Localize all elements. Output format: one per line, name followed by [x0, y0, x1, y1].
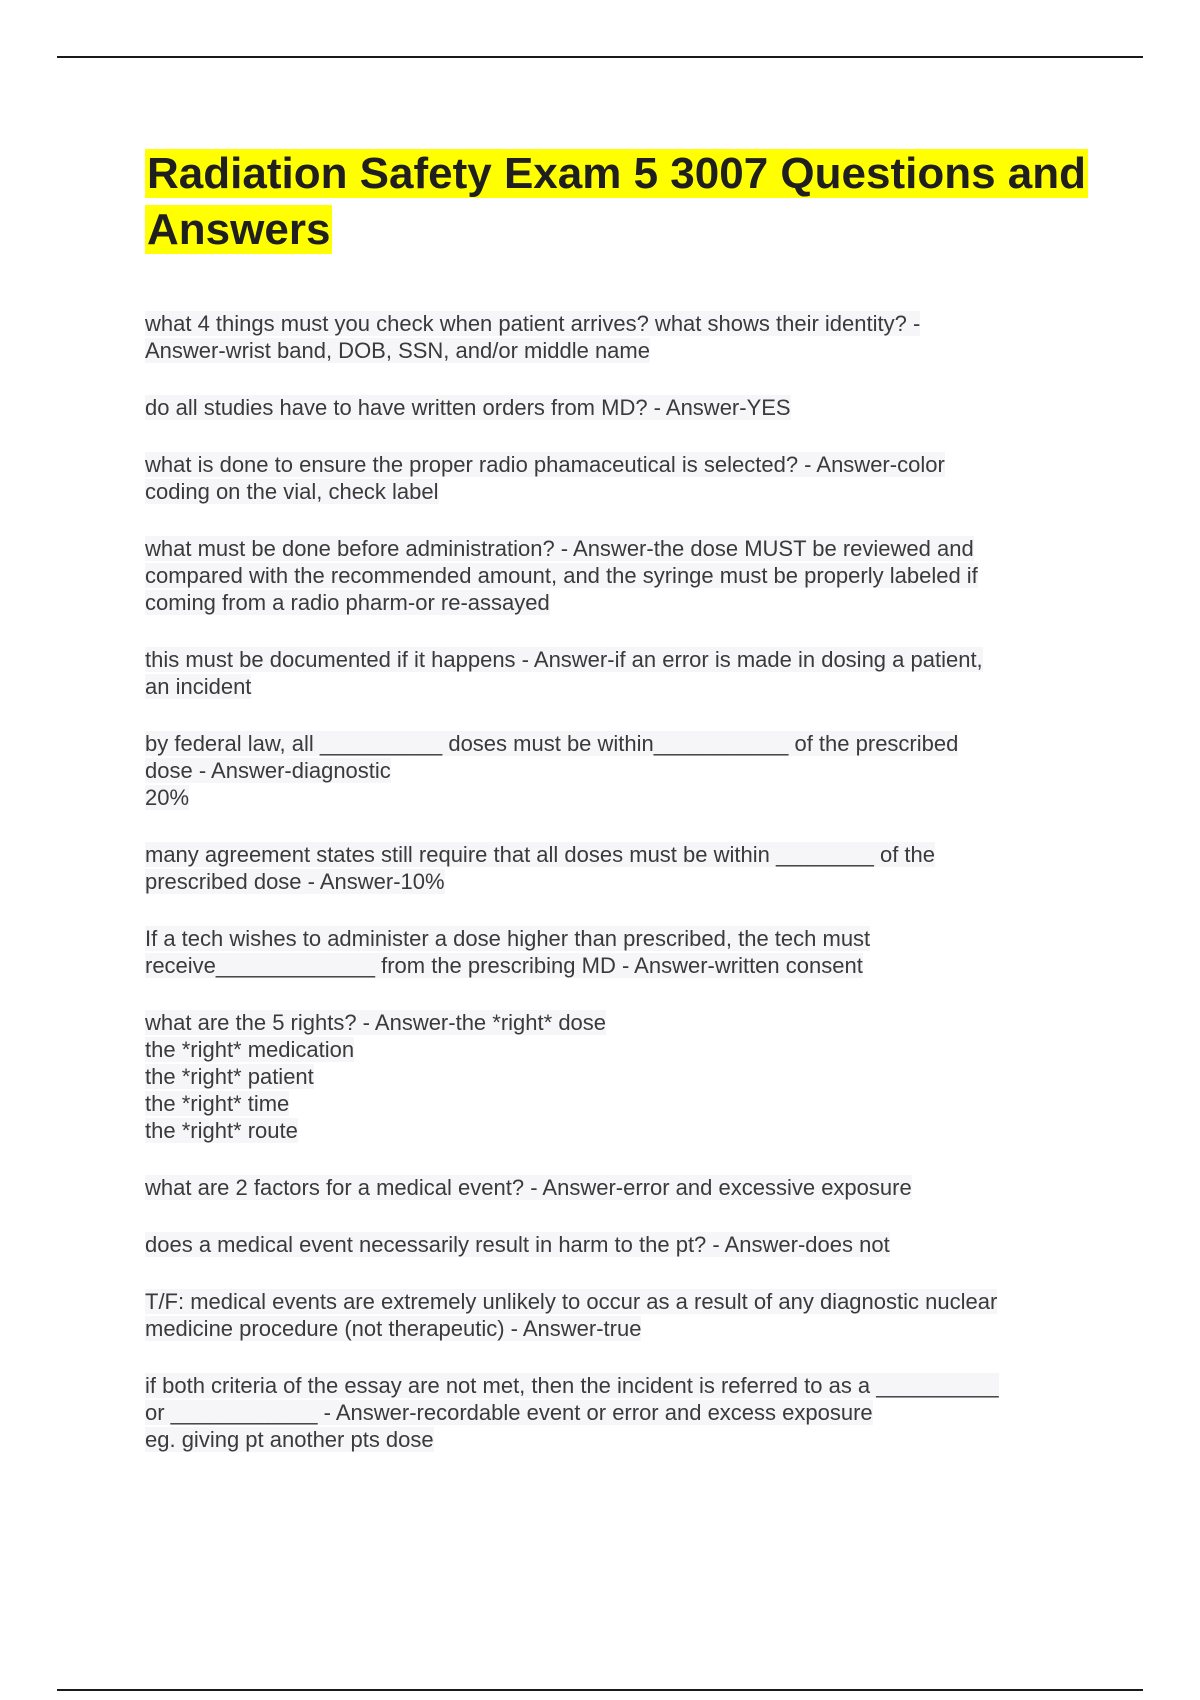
qa-item: [145, 1288, 1090, 1342]
qa-item: [145, 1231, 1090, 1258]
document-title-text: Radiation Safety Exam 5 3007 Questions and Answers: [147, 149, 1086, 254]
qa-item: [145, 535, 1090, 616]
qa-item: [145, 925, 1090, 979]
bottom-rule: [57, 1689, 1143, 1691]
qa-item-text: T/F: medical events are extremely unlikely to occur as a result of any diagnostic nuclear medicine procedure (not therapeutic) - Answer-true: [145, 1289, 998, 1341]
top-rule: [57, 56, 1143, 58]
qa-list: [145, 310, 1090, 1453]
qa-item: [145, 451, 1090, 505]
qa-item-text: this must be documented if it happens - Answer-if an error is made in dosing a patient, an incident: [145, 647, 983, 699]
qa-item-text: do all studies have to have written orders from MD? - Answer-YES: [145, 395, 791, 420]
qa-item: [145, 310, 1090, 364]
qa-item-text: by federal law, all __________ doses must be within___________ of the prescribed dose - Answer-diagnostic 20%: [145, 731, 959, 810]
qa-item-text: what must be done before administration? - Answer-the dose MUST be reviewed and compared with the recommended amount, and the syringe must be properly labeled if coming from a radio pharm-or re-assayed: [145, 536, 978, 615]
qa-item: [145, 730, 1090, 811]
qa-item: [145, 841, 1090, 895]
qa-item-text: if both criteria of the essay are not met, then the incident is referred to as a __________ or ____________ - Answer-recordable event or error and excess exposure eg. giving pt another pts dose: [145, 1373, 999, 1452]
qa-item-text: what is done to ensure the proper radio phamaceutical is selected? - Answer-color coding on the vial, check label: [145, 452, 945, 504]
qa-item-text: many agreement states still require that all doses must be within ________ of the prescribed dose - Answer-10%: [145, 842, 936, 894]
qa-item: [145, 1372, 1090, 1453]
qa-item-text: does a medical event necessarily result in harm to the pt? - Answer-does not: [145, 1232, 890, 1257]
qa-item-text: what 4 things must you check when patient arrives? what shows their identity? - Answer-wrist band, DOB, SSN, and/or middle name: [145, 311, 921, 363]
qa-item-text: what are the 5 rights? - Answer-the *right* dose the *right* medication the *right* patient the *right* time the *right* route: [145, 1010, 607, 1143]
qa-item: [145, 646, 1090, 700]
qa-item-text: what are 2 factors for a medical event? - Answer-error and excessive exposure: [145, 1175, 912, 1200]
qa-item: [145, 394, 1090, 421]
qa-item-text: If a tech wishes to administer a dose higher than prescribed, the tech must receive_____________ from the prescribing MD - Answer-written consent: [145, 926, 871, 978]
document-title: [145, 146, 1090, 258]
qa-item: [145, 1174, 1090, 1201]
qa-item: [145, 1009, 1090, 1144]
document-body: [145, 146, 1090, 1483]
